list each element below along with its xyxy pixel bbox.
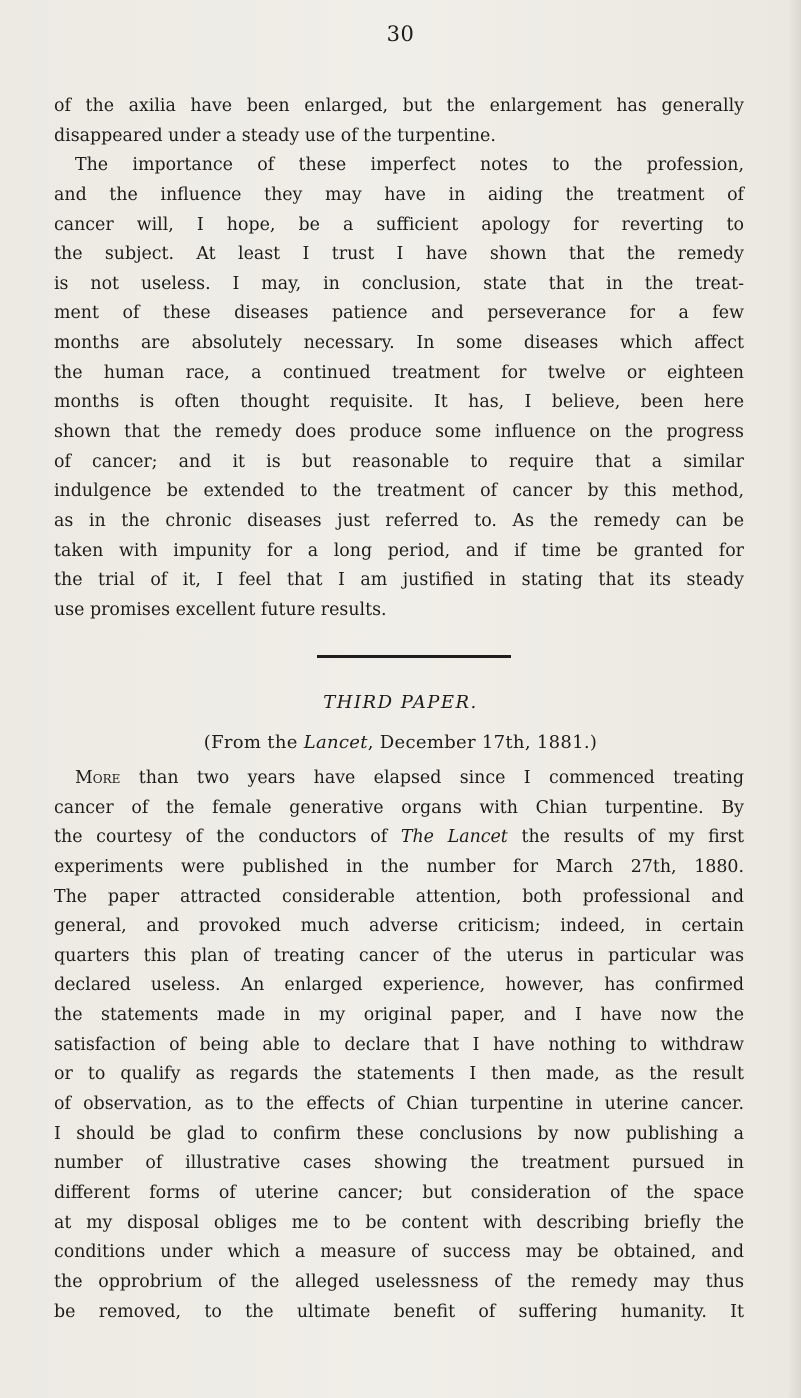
- text-line: I should be glad to confirm these conclusions by now publishing a: [54, 1123, 744, 1144]
- text-line: cancer of the female generative organs with Chian turpentine. By: [54, 797, 744, 818]
- text-line: taken with impunity for a long period, and if time be granted for: [54, 540, 744, 561]
- text-line: number of illustrative cases showing the treatment pursued in: [54, 1153, 744, 1174]
- text-line: The importance of these imperfect notes to the profession,: [75, 155, 744, 176]
- drop-word: More: [75, 768, 121, 788]
- source-citation: [0, 732, 801, 753]
- text-line: the human race, a continued treatment for twelve or eighteen: [54, 362, 744, 383]
- text-line: shown that the remedy does produce some influence on the progress: [54, 422, 744, 443]
- text-line: months are absolutely necessary. In some diseases which affect: [54, 333, 744, 354]
- text-line: The paper attracted considerable attention, both professional and: [54, 886, 744, 907]
- text-line: the subject. At least I trust I have shown that the remedy: [54, 244, 744, 265]
- text-line: quarters this plan of treating cancer of the uterus in particular was: [54, 945, 744, 966]
- text-line: of cancer; and it is but reasonable to require that a similar: [54, 451, 744, 472]
- text-line: indulgence be extended to the treatment of cancer by this method,: [54, 481, 744, 502]
- text-line: disappeared under a steady use of the turpentine.: [54, 125, 496, 146]
- line-text: than two years have elapsed since I commenced treating: [120, 768, 744, 788]
- text-line: of the axilia have been enlarged, but the enlargement has generally: [54, 96, 744, 116]
- line-text: the courtesy of the conductors of: [54, 827, 401, 848]
- text-line: or to qualify as regards the statements I then made, as the result: [54, 1064, 744, 1085]
- text-line: different forms of uterine cancer; but consideration of the space: [54, 1182, 744, 1203]
- text-line: and the influence they may have in aiding the treatment of: [54, 184, 744, 205]
- text-line: cancer will, I hope, be a sufficient apology for reverting to: [54, 214, 744, 235]
- text-line: as in the chronic diseases just referred to. As the remedy can be: [54, 510, 744, 531]
- text-line: at my disposal obliges me to be content with describing briefly the: [54, 1212, 744, 1233]
- section-divider-rule: [317, 655, 511, 658]
- page-number: 30: [386, 22, 415, 46]
- text-line: experiments were published in the number for March 27th, 1880.: [54, 856, 744, 877]
- text-line: is not useless. I may, in conclusion, state that in the treat-: [54, 273, 744, 294]
- text-line: ment of these diseases patience and perseverance for a few: [54, 303, 744, 324]
- source-suffix: , December 17th, 1881.): [367, 732, 598, 753]
- section-title: THIRD PAPER.: [323, 692, 478, 713]
- source-journal: Lancet: [303, 732, 368, 753]
- line-text: the results of my first: [507, 827, 744, 848]
- text-line: months is often thought requisite. It has, I believe, been here: [54, 392, 744, 413]
- text-line: conditions under which a measure of success may be obtained, and: [54, 1242, 744, 1263]
- text-line: declared useless. An enlarged experience, however, has confirmed: [54, 975, 744, 996]
- text-line: of observation, as to the effects of Chian turpentine in uterine cancer.: [54, 1094, 744, 1115]
- text-line: general, and provoked much adverse criticism; indeed, in certain: [54, 916, 744, 937]
- text-line: the statements made in my original paper, and I have now the: [54, 1005, 744, 1026]
- text-line: satisfaction of being able to declare that I have nothing to withdraw: [54, 1034, 744, 1055]
- text-line: the opprobrium of the alleged uselessness of the remedy may thus: [54, 1271, 744, 1292]
- text-line: be removed, to the ultimate benefit of suffering humanity. It: [54, 1301, 744, 1322]
- text-block-continuation: [54, 92, 744, 626]
- text-line: [54, 764, 744, 794]
- journal-name: The Lancet: [400, 827, 508, 848]
- text-block-third-paper: [54, 764, 744, 1327]
- source-prefix: (From the: [203, 732, 304, 753]
- text-line: use promises excellent future results.: [54, 599, 387, 620]
- text-line: the trial of it, I feel that I am justified in stating that its steady: [54, 570, 744, 591]
- text-line: [54, 823, 744, 853]
